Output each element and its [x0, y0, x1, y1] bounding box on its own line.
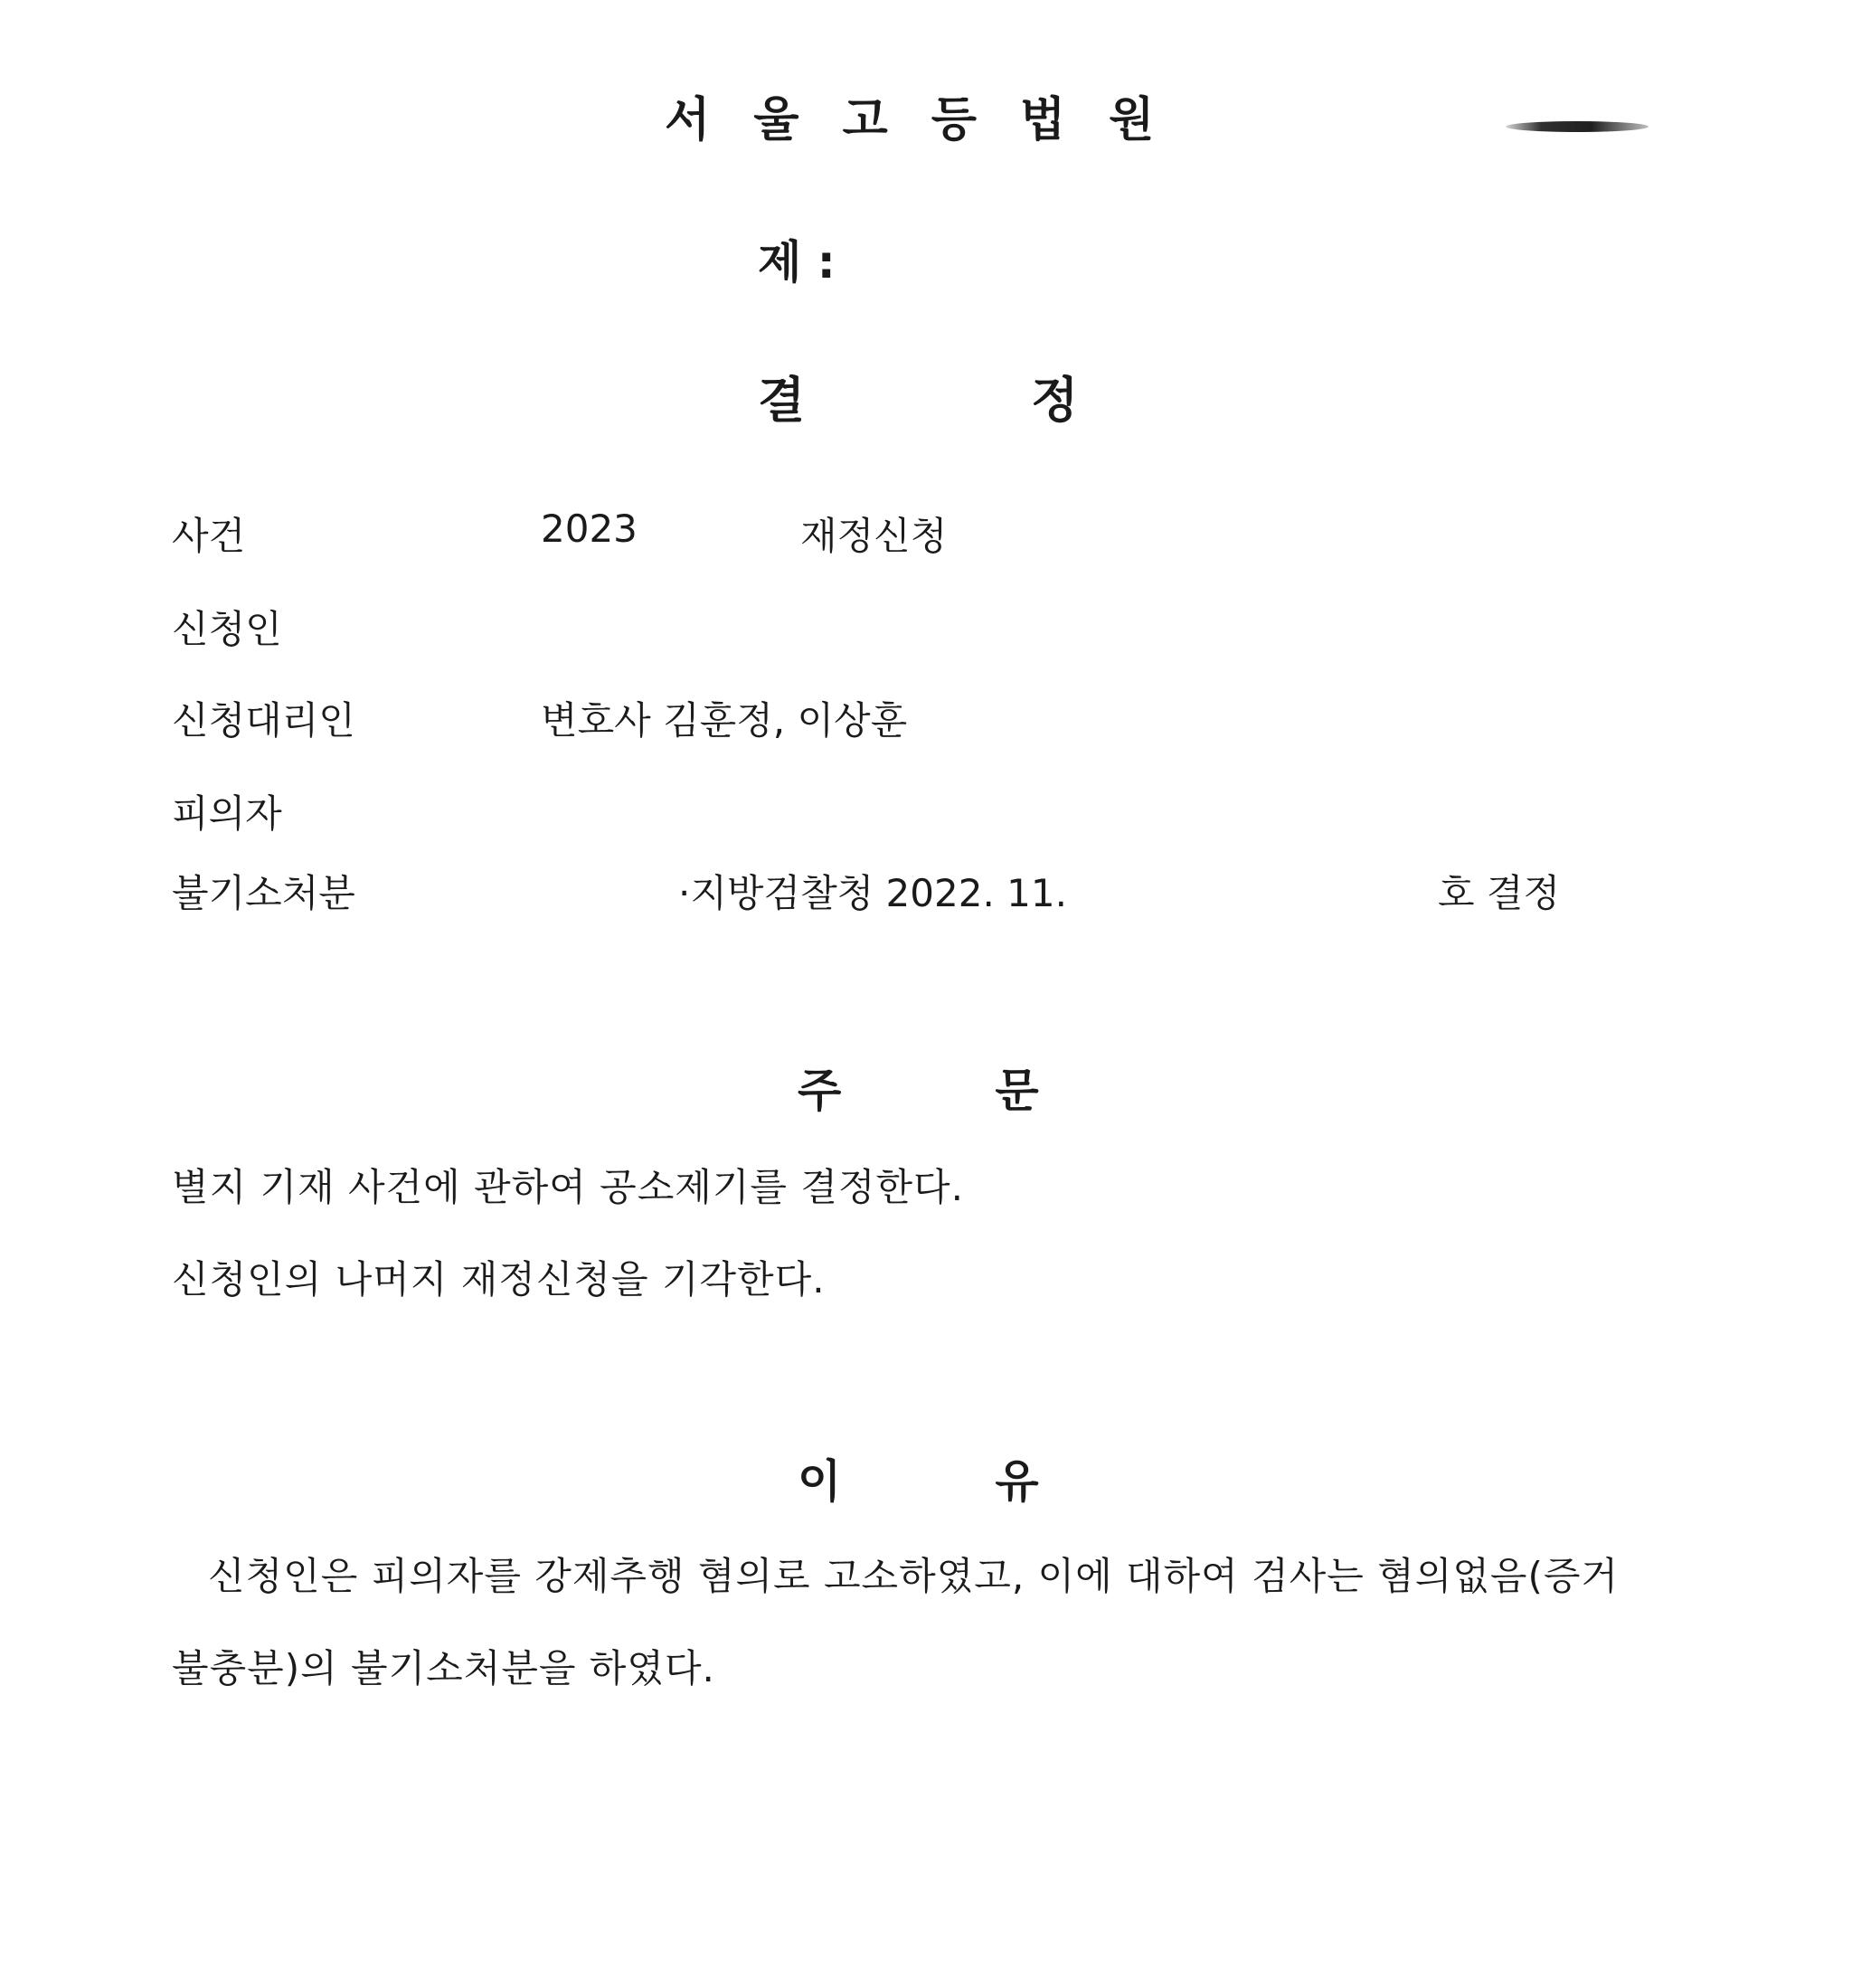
order-line-2: 신청인의 나머지 재정신청을 기각한다. — [172, 1257, 826, 1302]
agent-value: 변호사 김훈정, 이상훈 — [541, 698, 908, 743]
document-title-char-1: 결 — [758, 372, 806, 429]
reasons-heading-char-1: 이 — [798, 1455, 842, 1508]
court-division: 제 : — [758, 236, 836, 289]
document-title-char-2: 정 — [1031, 372, 1079, 429]
case-label: 사건 — [172, 514, 246, 558]
suspect-label: 피의자 — [172, 791, 282, 836]
agent-label: 신청대리인 — [172, 698, 355, 743]
court-name: 서울고등법원 — [665, 93, 1198, 147]
order-heading — [798, 1055, 1039, 1120]
reasons-heading — [798, 1445, 1039, 1510]
case-number: 2023 — [541, 506, 638, 551]
order-heading-char-2: 문 — [995, 1065, 1039, 1117]
reasons-heading-char-2: 유 — [995, 1455, 1039, 1508]
disposition-suffix: 호 결정 — [1438, 871, 1561, 915]
document-title — [758, 362, 1078, 431]
case-type: 재정신청 — [800, 514, 948, 558]
disposition-prefix: ·지방검찰청 2022. 11. — [678, 871, 1067, 915]
order-line-1: 별지 기재 사건에 관하여 공소제기를 결정한다. — [172, 1165, 964, 1209]
redaction-mark — [1506, 121, 1649, 132]
applicant-label: 신청인 — [172, 607, 282, 651]
order-heading-char-1: 주 — [798, 1065, 842, 1117]
reasons-line-2: 불충분)의 불기소처분을 하였다. — [172, 1646, 715, 1690]
reasons-line-1: 신청인은 피의자를 강제추행 혐의로 고소하였고, 이에 대하여 검사는 혐의없음(증거 — [208, 1554, 1619, 1598]
disposition-label: 불기소처분 — [172, 871, 355, 915]
